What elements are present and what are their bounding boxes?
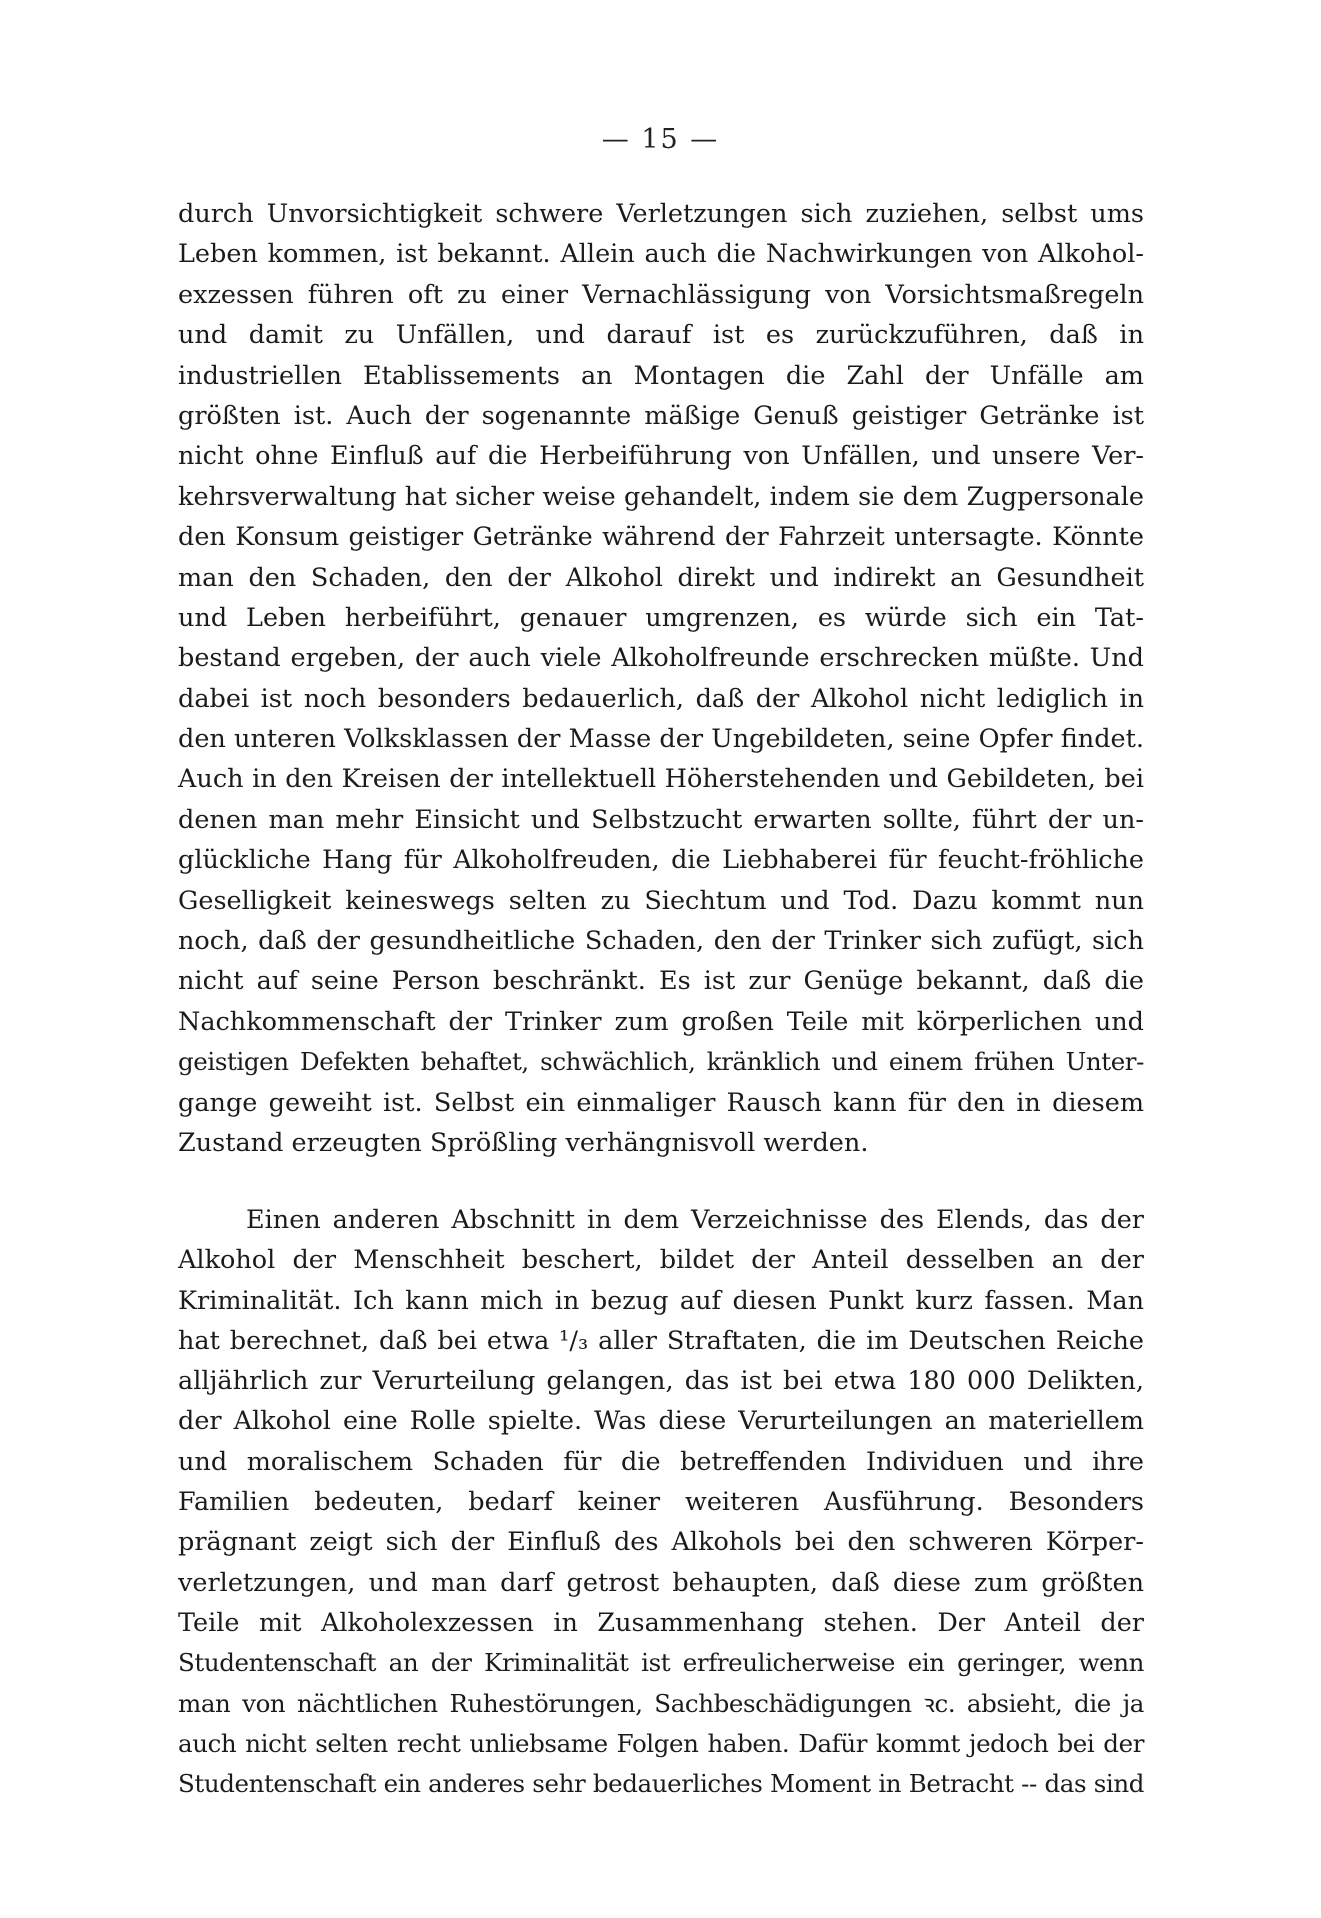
text-line: der Alkohol eine Rolle spielte. Was diese Verurteilungen an materiellem [178, 1406, 1144, 1437]
text-line: größten ist. Auch der sogenannte mäßige Genuß geistiger Getränke ist [178, 400, 1144, 431]
text-line: Nachkommenschaft der Trinker zum großen Teile mit körperlichen und [178, 1006, 1144, 1037]
text-line: gange geweiht ist. Selbst ein einmaliger Rausch kann für den in diesem [178, 1087, 1144, 1118]
paragraph-2 [178, 1200, 1144, 1804]
text-line: Kriminalität. Ich kann mich in bezug auf diesen Punkt kurz fassen. Man [178, 1285, 1144, 1316]
text-line: nicht ohne Einfluß auf die Herbeiführung von Unfällen, und unsere Ver- [178, 441, 1144, 472]
text-line: Einen anderen Abschnitt in dem Verzeichnisse des Elends, das der [246, 1205, 1144, 1235]
text-line: Geselligkeit keineswegs selten zu Siechtum und Tod. Dazu kommt nun [178, 885, 1144, 916]
text-line: und Leben herbeiführt, genauer umgrenzen, es würde sich ein Tat- [178, 602, 1144, 633]
text-line: Familien bedeuten, bedarf keiner weiteren Ausführung. Besonders [178, 1487, 1144, 1518]
text-line: industriellen Etablissements an Montagen die Zahl der Unfälle am [178, 360, 1144, 391]
text-line: Auch in den Kreisen der intellektuell Höherstehenden und Gebildeten, bei [178, 764, 1144, 795]
text-line: noch, daß der gesundheitliche Schaden, den der Trinker sich zufügt, sich [178, 926, 1144, 957]
text-line: Studentenschaft an der Kriminalität ist erfreulicherweise ein geringer, wenn [178, 1648, 1144, 1678]
text-line: Teile mit Alkoholexzessen in Zusammenhang stehen. Der Anteil der [178, 1607, 1144, 1638]
text-line: denen man mehr Einsicht und Selbstzucht erwarten sollte, führt der un- [178, 804, 1144, 835]
text-line: und moralischem Schaden für die betreffenden Individuen und ihre [178, 1446, 1144, 1477]
paragraph-1 [178, 194, 1144, 1163]
text-line: auch nicht selten recht unliebsame Folgen haben. Dafür kommt jedoch bei der [178, 1728, 1144, 1758]
text-line: prägnant zeigt sich der Einfluß des Alkohols bei den schweren Körper- [178, 1527, 1144, 1558]
text-line: den Konsum geistiger Getränke während der Fahrzeit untersagte. Könnte [178, 522, 1144, 553]
text-line: Leben kommen, ist bekannt. Allein auch die Nachwirkungen von Alkohol- [178, 239, 1144, 270]
page-number: — 15 — [601, 124, 720, 155]
text-line: nicht auf seine Person beschränkt. Es ist zur Genüge bekannt, daß die [178, 966, 1144, 997]
text-line: alljährlich zur Verurteilung gelangen, das ist bei etwa 180 000 Delikten, [178, 1366, 1144, 1397]
text-line: verletzungen, und man darf getrost behaupten, daß diese zum größten [178, 1567, 1144, 1598]
text-line: Alkohol der Menschheit beschert, bildet der Anteil desselben an der [178, 1245, 1144, 1276]
text-line: Zustand erzeugten Sprößling verhängnisvoll werden. [178, 1127, 869, 1158]
text-line: hat berechnet, daß bei etwa ¹/₃ aller Straftaten, die im Deutschen Reiche [178, 1325, 1144, 1356]
text-line: geistigen Defekten behaftet, schwächlich, kränklich und einem frühen Unter- [178, 1047, 1144, 1077]
text-line: Studentenschaft ein anderes sehr bedauerliches Moment in Betracht -- das sind [178, 1769, 1144, 1799]
text-line: den unteren Volksklassen der Masse der Ungebildeten, seine Opfer findet. [178, 724, 1144, 755]
text-line: man von nächtlichen Ruhestörungen, Sachbeschädigungen ꝛc. absieht, die ja [178, 1688, 1144, 1718]
text-line: und damit zu Unfällen, und darauf ist es zurückzuführen, daß in [178, 320, 1144, 351]
text-line: bestand ergeben, der auch viele Alkoholfreunde erschrecken müßte. Und [178, 643, 1144, 674]
text-line: kehrsverwaltung hat sicher weise gehandelt, indem sie dem Zugpersonale [178, 481, 1144, 512]
text-line: exzessen führen oft zu einer Vernachlässigung von Vorsichtsmaßregeln [178, 279, 1144, 310]
text-line: dabei ist noch besonders bedauerlich, daß der Alkohol nicht lediglich in [178, 683, 1144, 714]
text-line: glückliche Hang für Alkoholfreuden, die Liebhaberei für feucht-fröhliche [178, 845, 1144, 876]
text-line: man den Schaden, den der Alkohol direkt und indirekt an Gesundheit [178, 562, 1144, 593]
text-line: durch Unvorsichtigkeit schwere Verletzungen sich zuziehen, selbst ums [178, 199, 1144, 229]
